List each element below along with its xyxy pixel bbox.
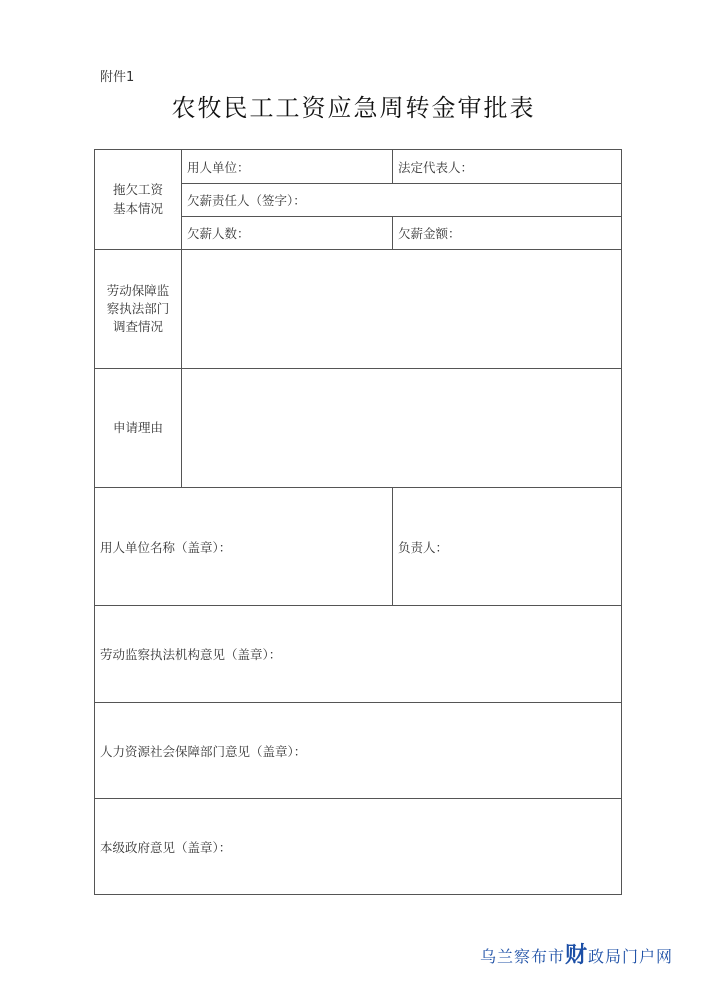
basic-label-line1: 拖欠工资 — [112, 182, 163, 198]
employer-name-label: 用人单位名称（盖章）： — [100, 539, 232, 555]
reason-label-cell — [94, 368, 182, 488]
investigation-field[interactable] — [181, 249, 622, 369]
hr-opinion-label: 人力资源社会保障部门意见（盖章）： — [100, 743, 307, 759]
investigation-line3: 调查情况 — [112, 319, 163, 335]
legal-rep-field[interactable] — [392, 149, 622, 184]
investigation-label — [94, 249, 182, 369]
employer-label: 用人单位： — [187, 159, 250, 175]
gov-opinion-field[interactable] — [94, 798, 622, 895]
employer-field[interactable] — [181, 149, 393, 184]
labor-opinion-field[interactable] — [94, 605, 622, 703]
count-label: 欠薪人数： — [187, 226, 250, 241]
investigation-line1: 劳动保障监 — [106, 282, 170, 298]
employer-name-field[interactable] — [94, 487, 393, 606]
amount-label: 欠薪金额： — [398, 226, 461, 241]
reason-label: 申请理由 — [112, 419, 163, 435]
legal-rep-label: 法定代表人： — [398, 159, 474, 175]
reason-field[interactable] — [181, 368, 622, 488]
labor-opinion-label: 劳动监察执法机构意见（盖章）： — [100, 647, 282, 662]
amount-field[interactable] — [392, 216, 622, 250]
person-in-charge-label: 负责人： — [398, 539, 449, 555]
portal-watermark — [480, 938, 673, 969]
gov-opinion-label: 本级政府意见（盖章）： — [100, 839, 232, 855]
basic-info-label — [94, 149, 182, 250]
person-in-charge-field[interactable] — [392, 487, 622, 606]
responsible-label: 欠薪责任人（签字）： — [187, 193, 306, 208]
investigation-line2: 察执法部门 — [106, 300, 170, 316]
watermark-part2: 财 — [565, 942, 589, 968]
watermark-part3: 政局门户网 — [588, 947, 674, 966]
responsible-field[interactable] — [181, 183, 622, 217]
form-title: 农牧民工工资应急周转金审批表 — [171, 94, 536, 122]
basic-label-line2: 基本情况 — [112, 200, 163, 216]
count-field[interactable] — [181, 216, 393, 250]
hr-opinion-field[interactable] — [94, 702, 622, 799]
attachment-label: 附件1 — [100, 70, 135, 85]
watermark-part1: 乌兰察布市 — [480, 947, 566, 966]
